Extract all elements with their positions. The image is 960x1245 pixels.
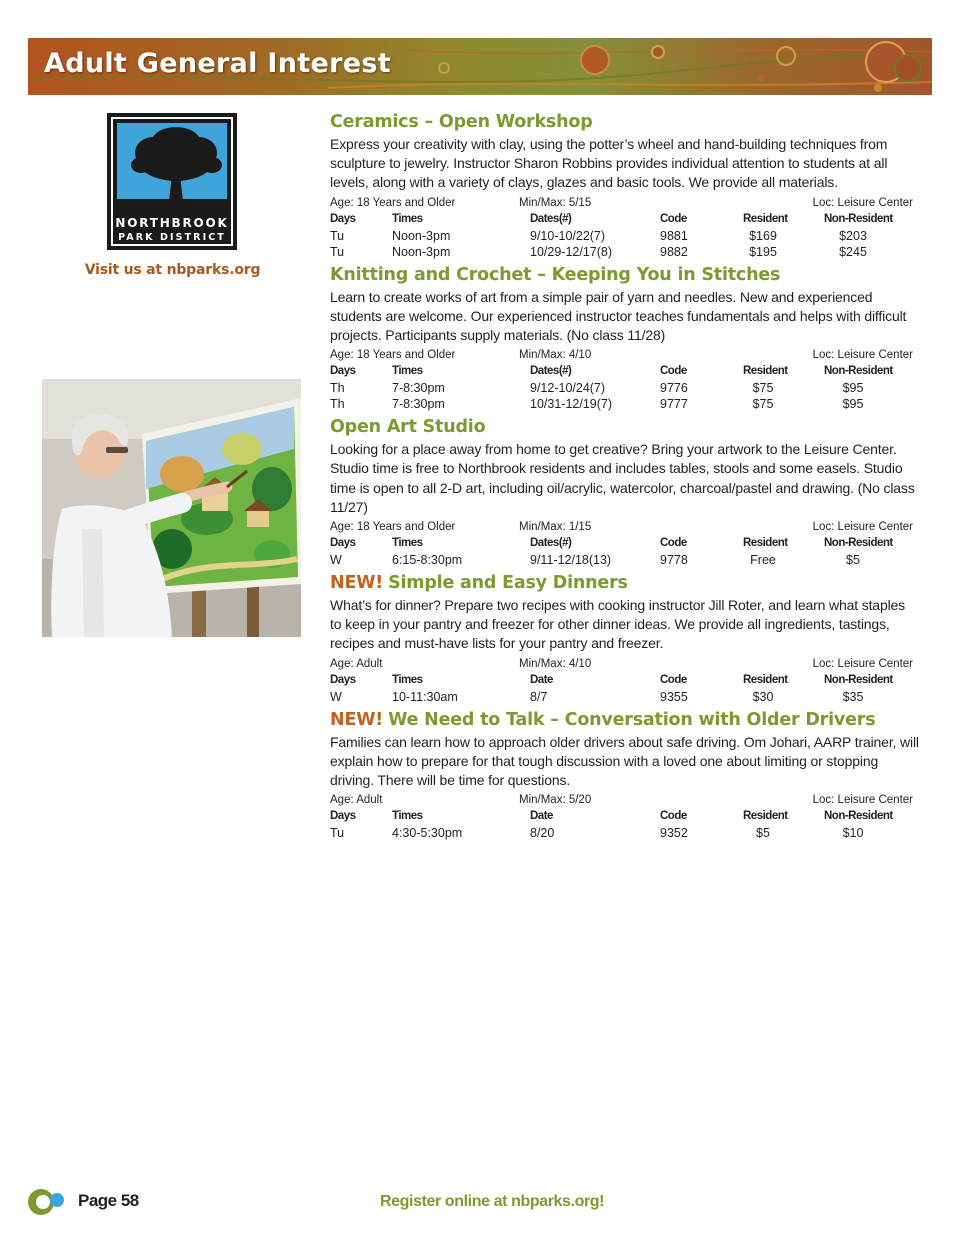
- header-non-resident: Non-Resident: [824, 810, 893, 823]
- course-title: NEW! We Need to Talk – Conversation with Older Drivers: [330, 709, 876, 730]
- cell-non-resident: $5: [846, 553, 860, 568]
- cell-non-resident: $95: [842, 381, 864, 396]
- course-age: Age: 18 Years and Older: [330, 521, 456, 534]
- header-times: Times: [392, 365, 423, 378]
- cell-non-resident: $95: [842, 397, 864, 412]
- header-times: Times: [392, 212, 423, 225]
- course-description: What’s for dinner? Prepare two recipes with cooking instructor Jill Roter, and learn what staples to keep in your pantry and freezer for other dinner ideas. We provide all ingredients, tastings, recipes and must-have lists for your pantry and freezer.: [330, 597, 906, 652]
- cell-code: 9776: [660, 381, 688, 396]
- header-times: Times: [392, 537, 423, 550]
- cell-code: 9778: [660, 553, 688, 568]
- header-resident: Resident: [743, 810, 788, 823]
- course-minmax: Min/Max: 1/15: [519, 521, 592, 534]
- cell-code: 9777: [660, 397, 688, 412]
- course-listings: [330, 110, 920, 842]
- header-resident: Resident: [743, 365, 788, 378]
- course-description: Learn to create works of art from a simple pair of yarn and needles. New and experienced students are welcome. Our experienced instructor teaches fundamentals and helps with difficult projects. Participants supply materials. (No class 11/28): [330, 288, 907, 344]
- cell-dates: 9/11-12/18(13): [530, 553, 612, 568]
- cell-non-resident: $245: [839, 244, 867, 259]
- header-dates: Dates(#): [530, 212, 572, 225]
- header-resident: Resident: [743, 537, 788, 550]
- course-minmax: Min/Max: 4/10: [519, 349, 592, 362]
- course-location: Loc: Leisure Center: [812, 349, 913, 362]
- course-title: Open Art Studio: [330, 417, 486, 438]
- cell-resident: $75: [752, 381, 774, 396]
- logo-text-northbrook: NORTHBROOK: [115, 216, 229, 230]
- header-date: Date: [530, 810, 553, 823]
- cell-times: 10-11:30am: [392, 689, 458, 704]
- header-dates: Dates(#): [530, 365, 572, 378]
- course-older-drivers: [330, 708, 920, 843]
- header-days: Days: [330, 537, 356, 550]
- cell-resident: $5: [756, 826, 770, 841]
- cell-days: Tu: [330, 826, 345, 841]
- header-resident: Resident: [743, 212, 788, 225]
- new-tag: NEW!: [330, 709, 384, 730]
- cell-times: 7-8:30pm: [392, 381, 445, 396]
- course-description: Looking for a place away from home to get creative? Bring your artwork to the Leisure Center. Studio time is free to Northbrook residents and includes tables, stools and some easels. Studio time is open to all 2-D art, including oil/acrylic, watercolor, charcoal/pastel and drawing. (No class 11/27): [330, 441, 915, 515]
- cell-code: 9352: [660, 826, 688, 841]
- cell-non-resident: $35: [842, 689, 864, 704]
- cell-times: Noon-3pm: [392, 228, 451, 243]
- schedule-header: [330, 674, 920, 690]
- cell-days: W: [330, 553, 342, 568]
- header-times: Times: [392, 673, 423, 686]
- course-simple-easy-dinners: [330, 571, 920, 706]
- course-ceramics: [330, 110, 920, 261]
- schedule-row: [330, 397, 920, 413]
- schedule-header: [330, 213, 920, 229]
- header-non-resident: Non-Resident: [824, 673, 893, 686]
- course-age: Age: 18 Years and Older: [330, 196, 456, 209]
- cell-resident: $75: [752, 397, 774, 412]
- course-title: Ceramics – Open Workshop: [330, 112, 593, 132]
- course-knitting: [330, 263, 920, 414]
- header-dates: Dates(#): [530, 537, 572, 550]
- header-non-resident: Non-Resident: [824, 212, 893, 225]
- course-minmax: Min/Max: 4/10: [519, 657, 592, 670]
- cell-times: 7-8:30pm: [392, 397, 445, 412]
- schedule-header: [330, 537, 920, 553]
- cell-times: 6:15-8:30pm: [392, 553, 463, 568]
- schedule-row: [330, 553, 920, 569]
- cell-date: 8/7: [530, 689, 548, 704]
- section-banner: [28, 38, 932, 95]
- header-code: Code: [660, 673, 687, 686]
- cell-days: Th: [330, 397, 345, 412]
- header-code: Code: [660, 810, 687, 823]
- course-minmax: Min/Max: 5/15: [519, 196, 592, 209]
- course-title: Knitting and Crochet – Keeping You in Stitches: [330, 264, 781, 285]
- course-location: Loc: Leisure Center: [812, 196, 913, 209]
- cell-code: 9882: [660, 244, 688, 259]
- cell-resident: $169: [749, 228, 777, 243]
- cell-times: Noon-3pm: [392, 244, 451, 259]
- course-description: Families can learn how to approach older drivers about safe driving. Om Johari, AARP trainer, will explain how to prepare for that tough discussion with a loved one about limiting or stopping driving. There will be time for questions.: [330, 733, 919, 789]
- header-date: Date: [530, 673, 553, 686]
- logo-text-park-district: PARK DISTRICT: [118, 232, 226, 243]
- cell-date: 8/20: [530, 826, 555, 841]
- visit-website-link[interactable]: Visit us at nbparks.org: [84, 262, 261, 278]
- cell-dates: 9/12-10/24(7): [530, 381, 606, 396]
- course-meta: [330, 657, 920, 674]
- schedule-header: [330, 810, 920, 826]
- cell-resident: Free: [750, 553, 776, 568]
- cell-times: 4:30-5:30pm: [392, 826, 463, 841]
- header-resident: Resident: [743, 673, 788, 686]
- header-days: Days: [330, 365, 356, 378]
- header-times: Times: [392, 810, 423, 823]
- course-location: Loc: Leisure Center: [812, 794, 913, 807]
- course-age: Age: 18 Years and Older: [330, 349, 456, 362]
- course-description: Express your creativity with clay, using the potter’s wheel and hand-building techniques from sculpture to jewelry. Instructor Sharon Robbins provides individual attention to students at all levels, along with a variety of clays, glazes and basic tools. We provide all materials.: [330, 136, 888, 191]
- cell-days: W: [330, 689, 342, 704]
- course-age: Age: Adult: [330, 657, 383, 670]
- cell-code: 9355: [660, 689, 688, 704]
- header-days: Days: [330, 673, 356, 686]
- cell-days: Th: [330, 381, 345, 396]
- cell-code: 9881: [660, 228, 688, 243]
- course-meta: [330, 348, 920, 365]
- schedule-header: [330, 365, 920, 381]
- header-days: Days: [330, 212, 356, 225]
- cell-dates: 10/29-12/17(8): [530, 244, 613, 259]
- northbrook-park-district-logo: [107, 113, 237, 250]
- course-meta: [330, 196, 920, 213]
- header-code: Code: [660, 537, 687, 550]
- park-district-mark-icon: [27, 1186, 67, 1218]
- course-title: NEW! Simple and Easy Dinners: [330, 573, 628, 594]
- cell-non-resident: $10: [842, 826, 864, 841]
- course-minmax: Min/Max: 5/20: [519, 794, 592, 807]
- header-non-resident: Non-Resident: [824, 537, 893, 550]
- course-location: Loc: Leisure Center: [812, 521, 913, 534]
- cell-non-resident: $203: [839, 228, 867, 243]
- header-days: Days: [330, 810, 356, 823]
- page-number: Page 58: [78, 1191, 139, 1210]
- course-location: Loc: Leisure Center: [812, 657, 913, 670]
- course-meta: [330, 520, 920, 537]
- schedule-row: [330, 229, 920, 245]
- course-age: Age: Adult: [330, 794, 383, 807]
- section-title: Adult General Interest: [44, 48, 391, 79]
- schedule-row: [330, 381, 920, 397]
- register-online-link[interactable]: Register online at nbparks.org!: [380, 1193, 605, 1210]
- schedule-row: [330, 690, 920, 706]
- tree-logo-icon: [117, 123, 227, 211]
- course-meta: [330, 793, 920, 810]
- new-tag: NEW!: [330, 573, 384, 594]
- header-non-resident: Non-Resident: [824, 365, 893, 378]
- schedule-row: [330, 245, 920, 261]
- cell-dates: 9/10-10/22(7): [530, 228, 606, 243]
- schedule-row: [330, 826, 920, 842]
- header-code: Code: [660, 365, 687, 378]
- painting-photo: [42, 379, 301, 637]
- header-code: Code: [660, 212, 687, 225]
- cell-resident: $195: [749, 244, 777, 259]
- cell-days: Tu: [330, 244, 345, 259]
- cell-days: Tu: [330, 228, 345, 243]
- course-open-art-studio: [330, 415, 920, 569]
- cell-resident: $30: [752, 689, 774, 704]
- cell-dates: 10/31-12/19(7): [530, 397, 613, 412]
